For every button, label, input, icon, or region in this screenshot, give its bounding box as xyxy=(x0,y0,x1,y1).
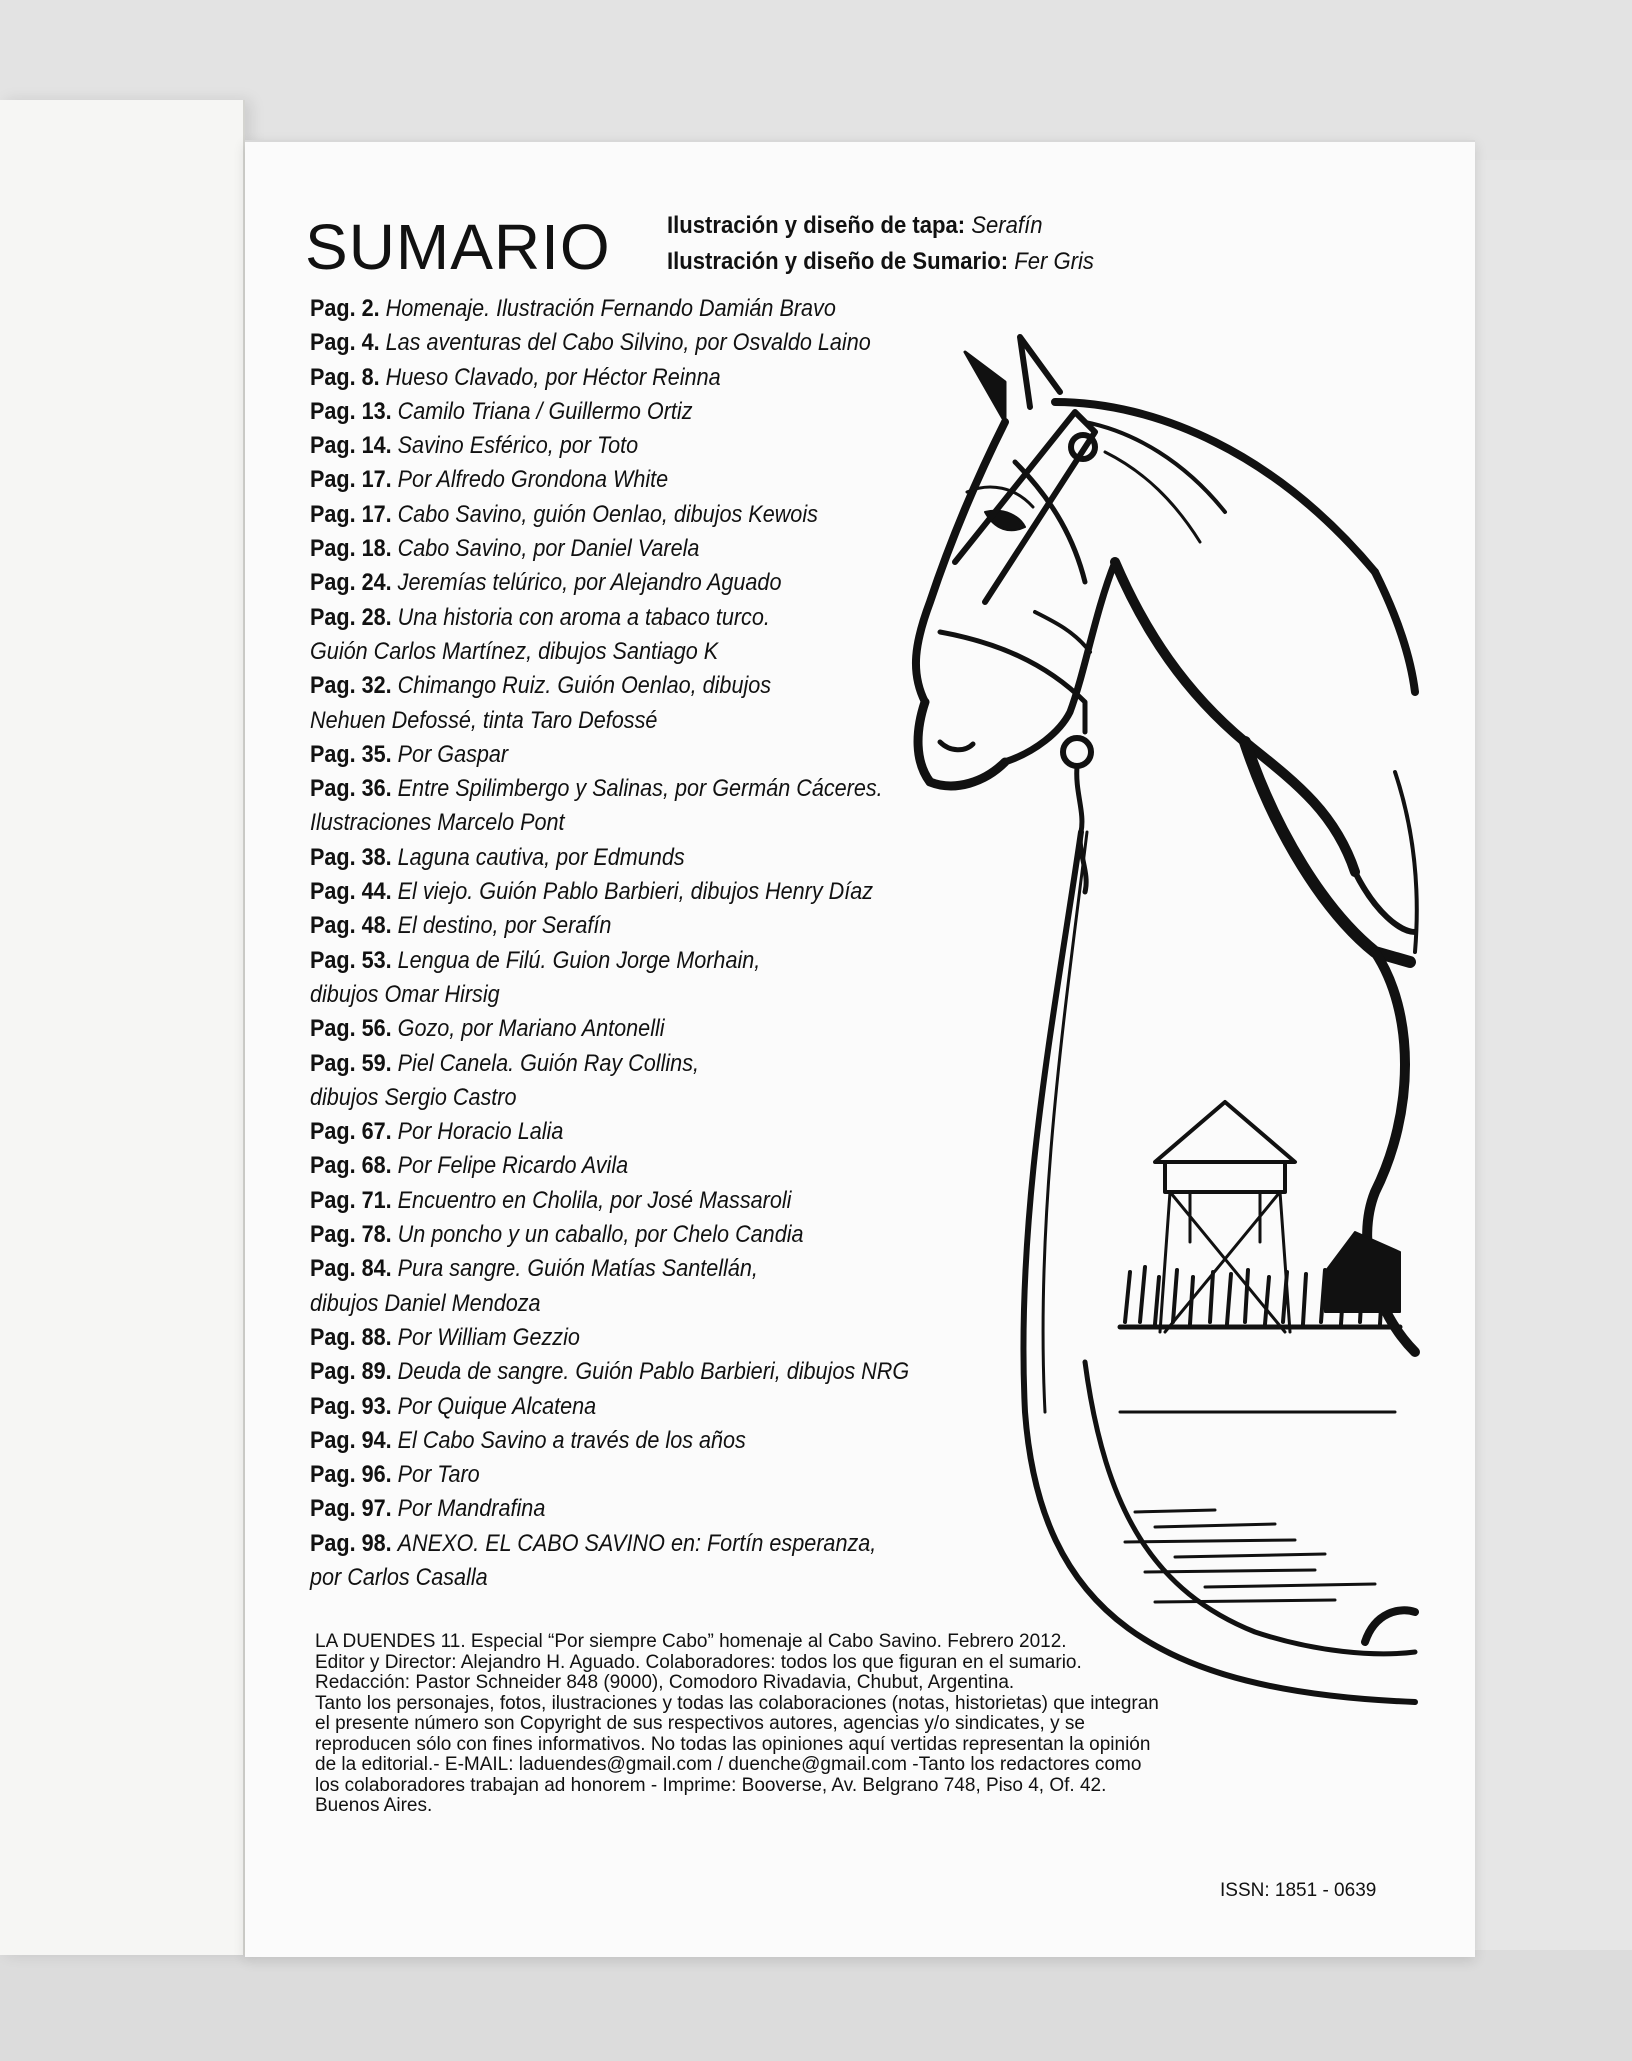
toc-page-number: Pag. 17. xyxy=(310,466,392,494)
toc-page-number: Pag. 84. xyxy=(310,1255,392,1283)
toc-page-number: Pag. 35. xyxy=(310,740,392,768)
toc-page-number: Pag. 93. xyxy=(310,1392,392,1420)
toc-entry-title: Por Mandrafina xyxy=(397,1495,546,1523)
cover-credit-label: Ilustración y diseño de tapa: xyxy=(667,212,966,239)
toc-entry xyxy=(310,1424,994,1458)
toc-page-number: Pag. 8. xyxy=(310,363,380,391)
toc-page-number: Pag. 97. xyxy=(310,1495,392,1523)
toc-entry xyxy=(310,1321,994,1355)
toc-entry-title: Nehuen Defossé, tinta Taro Defossé xyxy=(310,706,658,734)
toc-entry-title: Una historia con aroma a tabaco turco. xyxy=(397,603,770,631)
toc-entry-title: Piel Canela. Guión Ray Collins, xyxy=(397,1049,699,1077)
toc-page-number: Pag. 94. xyxy=(310,1426,392,1454)
toc-entry-title: Hueso Clavado, por Héctor Reinna xyxy=(385,363,721,391)
toc-entry-title: Homenaje. Ilustración Fernando Damián Bravo xyxy=(385,295,836,322)
toc-entry xyxy=(310,498,994,532)
toc-entry-title: Por Horacio Lalia xyxy=(397,1118,564,1146)
toc-entry xyxy=(310,772,994,806)
toc-entry xyxy=(310,944,994,978)
toc-entry xyxy=(310,292,994,326)
toc-entry-title: Lengua de Filú. Guion Jorge Morhain, xyxy=(397,946,761,974)
toc-page-number: Pag. 96. xyxy=(310,1461,392,1489)
toc-entry xyxy=(310,875,994,909)
toc-entry-title: Por Alfredo Grondona White xyxy=(397,466,669,494)
toc-page-number: Pag. 32. xyxy=(310,672,392,700)
toc-entry xyxy=(310,532,994,566)
toc-entry-title: Las aventuras del Cabo Silvino, por Osvaldo Laino xyxy=(385,329,871,357)
toc-entry-title: Ilustraciones Marcelo Pont xyxy=(310,809,565,837)
toc-entry xyxy=(310,1149,994,1183)
toc-entry xyxy=(310,669,994,703)
toc-entry xyxy=(310,1527,994,1561)
toc-entry-title: Chimango Ruiz. Guión Oenlao, dibujos xyxy=(397,672,772,700)
table-of-contents xyxy=(310,292,1070,1595)
toc-page-number: Pag. 38. xyxy=(310,843,392,871)
toc-entry-title: Por Taro xyxy=(397,1461,480,1489)
toc-entry xyxy=(310,704,994,738)
toc-entry-title: Cabo Savino, por Daniel Varela xyxy=(397,535,700,563)
toc-page-number: Pag. 36. xyxy=(310,775,392,803)
toc-entry xyxy=(310,806,994,840)
toc-page-number: Pag. 89. xyxy=(310,1358,392,1386)
toc-entry-title: Por Gaspar xyxy=(397,740,509,768)
colophon xyxy=(315,1632,1445,1817)
toc-entry xyxy=(310,1184,994,1218)
toc-entry xyxy=(310,1458,994,1492)
toc-page-number: Pag. 24. xyxy=(310,569,392,597)
toc-entry-title: Pura sangre. Guión Matías Santellán, xyxy=(397,1255,758,1283)
toc-page-number: Pag. 18. xyxy=(310,535,392,563)
toc-entry-title: Un poncho y un caballo, por Chelo Candia xyxy=(397,1221,804,1249)
toc-entry-title: dibujos Daniel Mendoza xyxy=(310,1289,541,1317)
toc-entry xyxy=(310,1252,994,1286)
toc-entry-title: El viejo. Guión Pablo Barbieri, dibujos Henry Díaz xyxy=(397,878,874,906)
toc-entry-title: Camilo Triana / Guillermo Ortiz xyxy=(397,397,693,425)
toc-entry xyxy=(310,429,994,463)
toc-entry xyxy=(310,601,994,635)
toc-entry-title: Jeremías telúrico, por Alejandro Aguado xyxy=(397,569,782,597)
toc-page-number: Pag. 17. xyxy=(310,500,392,528)
toc-entry-title: dibujos Omar Hirsig xyxy=(310,980,500,1008)
toc-entry xyxy=(310,1047,994,1081)
summary-credit-label: Ilustración y diseño de Sumario: xyxy=(667,248,1009,275)
toc-entry-title: Gozo, por Mariano Antonelli xyxy=(397,1015,665,1043)
toc-entry xyxy=(310,1492,994,1526)
toc-page-number: Pag. 48. xyxy=(310,912,392,940)
toc-entry xyxy=(310,1081,994,1115)
toc-entry xyxy=(310,361,994,395)
toc-page-number: Pag. 98. xyxy=(310,1529,392,1557)
toc-entry xyxy=(310,1115,994,1149)
toc-entry-title: Por Quique Alcatena xyxy=(397,1392,597,1420)
toc-page-number: Pag. 28. xyxy=(310,603,392,631)
colophon-line: Buenos Aires. xyxy=(315,1795,433,1816)
colophon-line: el presente número son Copyright de sus respectivos autores, agencias y/o sindicates, y se xyxy=(315,1713,1085,1734)
issn-number: ISSN: 1851 - 0639 xyxy=(1220,1880,1377,1901)
toc-page-number: Pag. 67. xyxy=(310,1118,392,1146)
toc-page-number: Pag. 53. xyxy=(310,946,392,974)
toc-entry xyxy=(310,463,994,497)
toc-entry-title: Guión Carlos Martínez, dibujos Santiago K xyxy=(310,637,719,665)
toc-entry-title: Cabo Savino, guión Oenlao, dibujos Kewois xyxy=(397,500,818,528)
toc-entry xyxy=(310,909,994,943)
toc-entry xyxy=(310,1561,994,1595)
cover-credit-name: Serafín xyxy=(971,212,1043,239)
toc-entry xyxy=(310,841,994,875)
toc-page-number: Pag. 78. xyxy=(310,1221,392,1249)
facing-page xyxy=(0,100,245,1955)
toc-entry xyxy=(310,1355,994,1389)
toc-entry xyxy=(310,395,994,429)
toc-page-number: Pag. 2. xyxy=(310,295,380,322)
toc-entry-title: ANEXO. EL CABO SAVINO en: Fortín esperanza, xyxy=(397,1529,877,1557)
page-title: SUMARIO xyxy=(305,211,611,283)
toc-entry-title: Por William Gezzio xyxy=(397,1323,580,1351)
magazine-page xyxy=(245,140,1475,1957)
toc-entry xyxy=(310,326,994,360)
toc-entry-title: Entre Spilimbergo y Salinas, por Germán Cáceres. xyxy=(397,775,883,803)
toc-entry-title: dibujos Sergio Castro xyxy=(310,1083,517,1111)
toc-page-number: Pag. 71. xyxy=(310,1186,392,1214)
summary-credit-name: Fer Gris xyxy=(1014,248,1094,275)
toc-entry xyxy=(310,635,994,669)
toc-page-number: Pag. 68. xyxy=(310,1152,392,1180)
toc-page-number: Pag. 13. xyxy=(310,397,392,425)
toc-entry xyxy=(310,566,994,600)
colophon-line: LA DUENDES 11. Especial “Por siempre Cabo” homenaje al Cabo Savino. Febrero 2012. xyxy=(315,1631,1067,1652)
toc-entry-title: por Carlos Casalla xyxy=(310,1563,488,1591)
toc-page-number: Pag. 14. xyxy=(310,432,392,460)
colophon-line: Redacción: Pastor Schneider 848 (9000), Comodoro Rivadavia, Chubut, Argentina. xyxy=(315,1672,1015,1693)
toc-page-number: Pag. 44. xyxy=(310,878,392,906)
colophon-line: Tanto los personajes, fotos, ilustraciones y todas las colaboraciones (notas, historietas) que integran xyxy=(315,1692,1159,1714)
toc-entry-title: El Cabo Savino a través de los años xyxy=(397,1426,746,1454)
colophon-line: reproducen sólo con fines informativos. No todas las opiniones aquí vertidas representan la opinión xyxy=(315,1733,1151,1755)
toc-entry-title: Deuda de sangre. Guión Pablo Barbieri, dibujos NRG xyxy=(397,1358,910,1386)
toc-page-number: Pag. 88. xyxy=(310,1323,392,1351)
toc-entry-title: Por Felipe Ricardo Avila xyxy=(397,1152,629,1180)
toc-page-number: Pag. 59. xyxy=(310,1049,392,1077)
toc-entry xyxy=(310,1287,994,1321)
toc-entry-title: Laguna cautiva, por Edmunds xyxy=(397,843,685,871)
toc-entry xyxy=(310,1218,994,1252)
cover-credit xyxy=(667,212,1042,240)
toc-entry xyxy=(310,1390,994,1424)
colophon-line: los colaboradores trabajan ad honorem - Imprime: Booverse, Av. Belgrano 748, Piso 4, Of. 42. xyxy=(315,1774,1107,1796)
summary-credit xyxy=(667,248,1094,276)
colophon-line: Editor y Director: Alejandro H. Aguado. Colaboradores: todos los que figuran en el sumario. xyxy=(315,1651,1082,1673)
toc-entry-title: El destino, por Serafín xyxy=(397,912,612,940)
toc-entry xyxy=(310,1012,994,1046)
toc-entry xyxy=(310,738,994,772)
toc-entry xyxy=(310,978,994,1012)
toc-entry-title: Savino Esférico, por Toto xyxy=(397,432,639,460)
toc-entry-title: Encuentro en Cholila, por José Massaroli xyxy=(397,1186,792,1214)
toc-page-number: Pag. 4. xyxy=(310,329,380,357)
colophon-line: de la editorial.- E-MAIL: laduendes@gmail.com / duenche@gmail.com -Tanto los redactores como xyxy=(315,1754,1142,1775)
toc-page-number: Pag. 56. xyxy=(310,1015,392,1043)
background-surface-bottom xyxy=(0,1950,1632,2061)
